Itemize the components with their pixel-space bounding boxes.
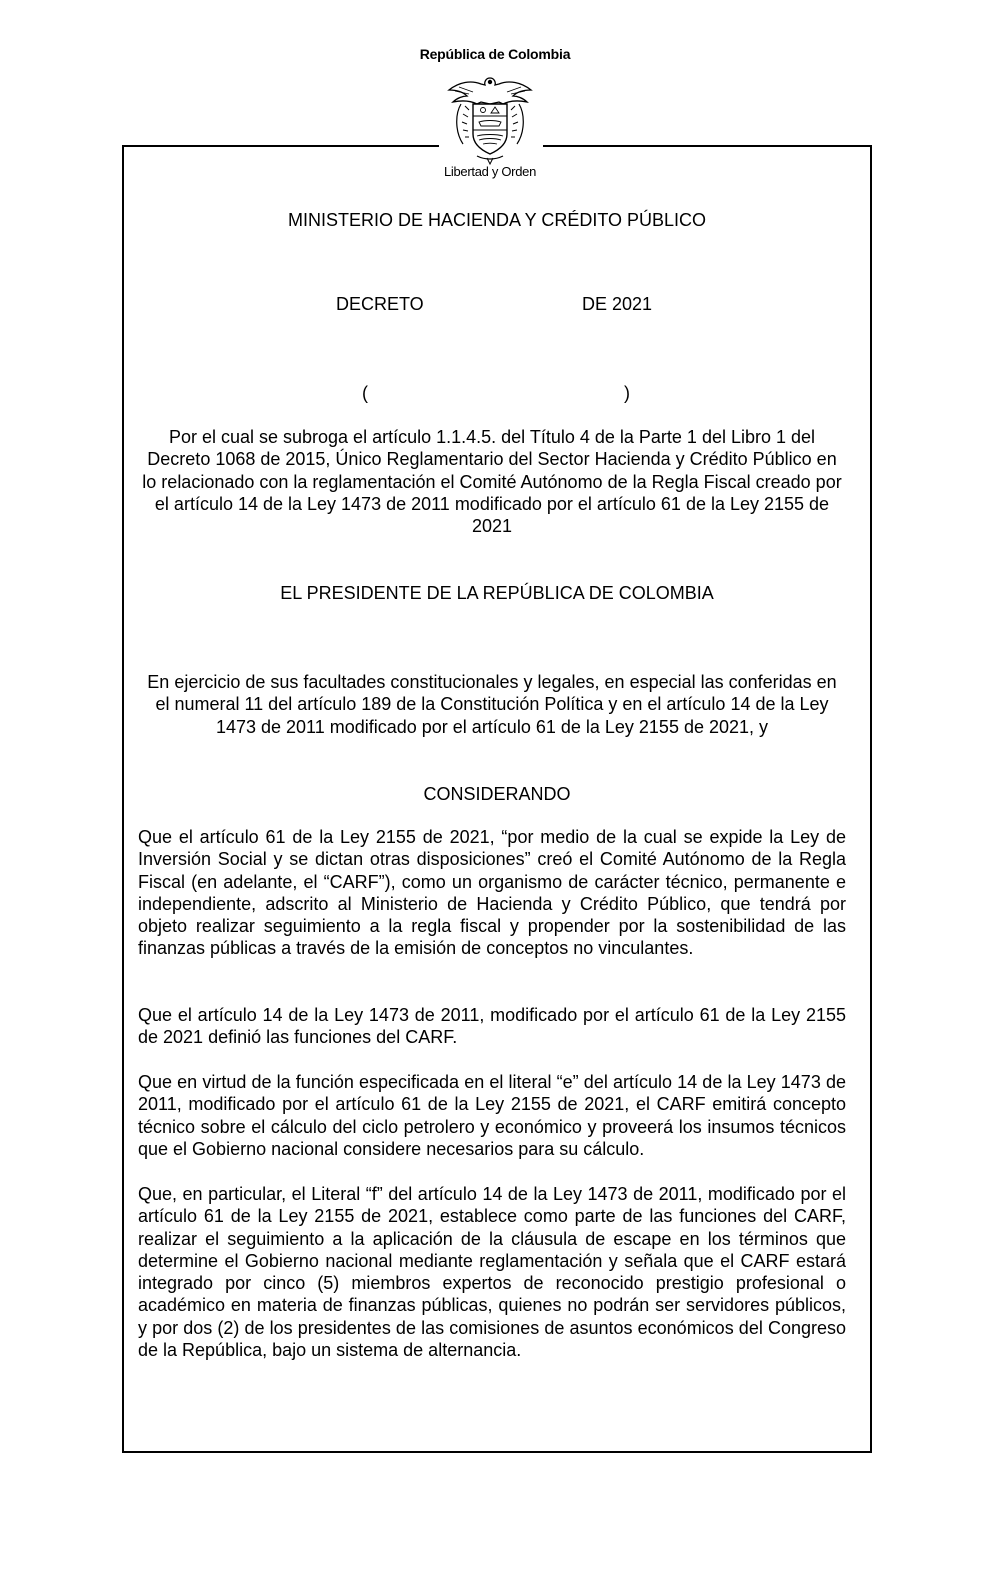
decree-number-close-paren: ) (624, 383, 630, 403)
decree-subject: Por el cual se subroga el artículo 1.1.4.5. del Título 4 de la Parte 1 del Libro 1 del Decreto 1068 de 2015, Único Reglamentario del Sector Hacienda y Crédito Público en lo relacionado con la reglamentación el Comité Autónomo de la Regla Fiscal creado por el artículo 14 de la Ley 1473 de 2011 modificado por el artículo 61 de la Ley 2155 de 2021 (142, 427, 842, 537)
considering-heading: CONSIDERANDO (423, 784, 571, 804)
frame-top-border-left (122, 145, 439, 147)
considering-paragraph-1: Que el artículo 61 de la Ley 2155 de 2021, “por medio de la cual se expide la Ley de Inversión Social y se dictan otras disposiciones” creó el Comité Autónomo de la Regla Fiscal (en adelante, el “CARF”), como un organismo de carácter técnico, permanente e independiente, adscrito al Ministerio de Hacienda y Crédito Público, que tendrá por objeto realizar seguimiento a la regla fiscal y propender por la sostenibilidad de las finanzas públicas a través de la emisión de conceptos no vinculantes. (138, 827, 846, 959)
national-motto: Libertad y Orden (443, 164, 537, 179)
frame-top-border-right (543, 145, 870, 147)
decree-label: DECRETO (336, 294, 424, 314)
decree-year: DE 2021 (582, 294, 653, 314)
decree-number-open-paren: ( (362, 383, 368, 403)
country-name: República de Colombia (419, 46, 571, 62)
considering-paragraph-4: Que, en particular, el Literal “f” del artículo 14 de la Ley 1473 de 2011, modificado por el artículo 61 de la Ley 2155 de 2021, establece como parte de las funciones del CARF, realizar el seguimiento a la aplicación de la cláusula de escape en los términos que determine el Gobierno nacional mediante reglamentación y señala que el CARF estará integrado por cinco (5) miembros expertos de reconocido prestigio profesional o académico en materia de finanzas públicas, quienes no podrán ser servidores públicos, y por dos (2) de los presidentes de las comisiones de asuntos económicos del Congreso de la República, bajo un sistema de alternancia. (138, 1184, 846, 1361)
faculties-paragraph: En ejercicio de sus facultades constitucionales y legales, en especial las conferidas en el numeral 11 del artículo 189 de la Constitución Política y en el artículo 14 de la Ley 1473 de 2011 modificado por el artículo 61 de la Ley 2155 de 2021, y (147, 672, 837, 737)
considering-paragraph-3: Que en virtud de la función especificada en el literal “e” del artículo 14 de la Ley 1473 de 2011, modificado por el artículo 61 de la Ley 2155 de 2021, el CARF emitirá concepto técnico sobre el cálculo del ciclo petrolero y económico y proveerá los insumos técnicos que el Gobierno nacional considere necesarios para su cálculo. (138, 1072, 846, 1159)
ministry-title: MINISTERIO DE HACIENDA Y CRÉDITO PÚBLICO (287, 210, 707, 230)
issuer-title: EL PRESIDENTE DE LA REPÚBLICA DE COLOMBIA (280, 583, 714, 603)
considering-paragraph-2: Que el artículo 14 de la Ley 1473 de 2011, modificado por el artículo 61 de la Ley 2155 de 2021 definió las funciones del CARF. (138, 1005, 846, 1048)
